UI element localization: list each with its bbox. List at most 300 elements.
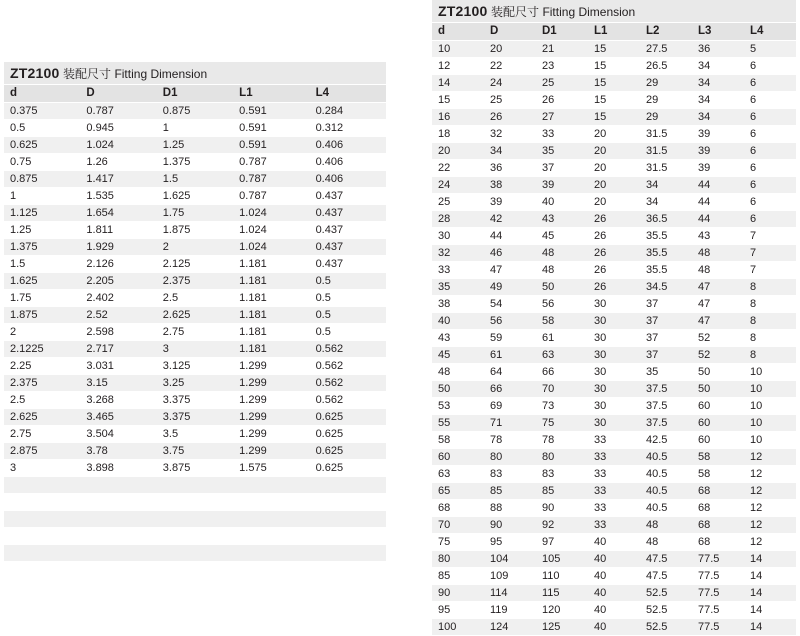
table-metric-cell: 39 [484,194,536,211]
table-inch-cell: 2.598 [80,324,156,341]
table-inch-cell: 1.299 [233,392,309,409]
table-metric-cell: 33 [588,517,640,534]
table-metric-cell: 20 [588,126,640,143]
table-inch-cell: 2.1225 [4,341,80,358]
table-metric-cell: 90 [432,585,484,602]
table-metric-cell: 68 [692,517,744,534]
table-metric-cell: 75 [536,415,588,432]
table-metric-cell: 29 [640,109,692,126]
table-inch-title-cell [4,62,386,85]
table-inch-cell: 3.875 [157,460,233,477]
table-inch-cell: 0.5 [310,324,386,341]
table-inch-cell: 3.268 [80,392,156,409]
table-metric-cell: 119 [484,602,536,619]
table-metric-cell: 80 [484,449,536,466]
table-metric-cell: 35.5 [640,245,692,262]
table-inch-cell: 2.625 [4,409,80,426]
table-metric-cell: 14 [744,602,796,619]
table-metric-cell: 30 [432,228,484,245]
table-inch-cell: 0.875 [4,171,80,188]
table-metric-cell: 77.5 [692,619,744,636]
table-metric-title [438,2,636,19]
table-metric-cell: 47 [692,296,744,313]
table-metric-cell: 12 [744,466,796,483]
table-inch-cell: 1.75 [157,205,233,222]
table-metric-cell: 20 [588,143,640,160]
table-metric-cell: 68 [432,500,484,517]
table-row [432,75,796,92]
table-metric-cell: 42 [484,211,536,228]
table-inch-cell: 1.181 [233,290,309,307]
table-metric-cell: 36.5 [640,211,692,228]
table-metric-cell: 83 [536,466,588,483]
table-metric-cell: 46 [484,245,536,262]
table-inch-body [4,62,386,562]
table-row [432,126,796,143]
table-metric-cell: 6 [744,194,796,211]
table-metric-cell: 14 [744,585,796,602]
table-row [432,619,796,636]
table-metric-cell: 48 [692,245,744,262]
table-metric-cell: 34 [692,92,744,109]
table-metric-cell: 52.5 [640,619,692,636]
table-metric-title-en: Fitting Dimension [542,4,636,19]
table-metric-cell: 70 [432,517,484,534]
table-metric-title-cell [432,0,796,23]
table-metric-cell: 50 [536,279,588,296]
table-metric-cell: 48 [640,517,692,534]
table-metric-cell: 35 [432,279,484,296]
table-metric-cell: 7 [744,245,796,262]
table-inch-cell: 2 [157,239,233,256]
table-metric-cell: 39 [536,177,588,194]
table-metric-cell: 40 [588,568,640,585]
table-metric-cell: 14 [744,568,796,585]
table-inch-cell: 1.181 [233,341,309,358]
table-inch-cell: 0.5 [310,290,386,307]
table-metric-cell: 37 [640,313,692,330]
table-row [4,171,386,188]
table-inch-cell: 3.375 [157,409,233,426]
table-metric-cell: 104 [484,551,536,568]
table-metric-cell: 50 [692,381,744,398]
table-inch-cell: 3.031 [80,358,156,375]
table-inch-cell: 0.406 [310,137,386,154]
table-metric-cell: 10 [744,381,796,398]
table-metric-cell: 58 [692,466,744,483]
table-inch-title-code: ZT2100 [10,64,60,81]
table-row [4,188,386,205]
table-metric-cell: 58 [536,313,588,330]
table-metric-cell: 43 [692,228,744,245]
table-metric-cell: 39 [692,160,744,177]
table-metric-cell: 33 [588,432,640,449]
table-metric-cell: 52.5 [640,602,692,619]
table-metric-cell: 26 [588,228,640,245]
table-metric-cell: 18 [432,126,484,143]
table-metric-cell: 35 [536,143,588,160]
table-metric-cell: 34 [640,177,692,194]
table-metric-cell: 8 [744,347,796,364]
table-metric-cell: 78 [536,432,588,449]
table-inch-cell: 0.787 [233,154,309,171]
table-row [4,426,386,443]
table-row [432,381,796,398]
table-inch-cell: 1.625 [157,188,233,205]
table-inch-title-row [4,62,386,85]
table-inch-cell: 1.299 [233,426,309,443]
table-metric-cell: 56 [536,296,588,313]
table-inch-cell: 1.181 [233,273,309,290]
table-metric-cell: 37 [640,347,692,364]
table-metric-cell: 30 [588,398,640,415]
table-inch-cell: 3.15 [80,375,156,392]
table-metric-cell: 33 [588,466,640,483]
table-inch-cell: 1.299 [233,375,309,392]
table-metric-cell: 65 [432,483,484,500]
table-metric-cell: 124 [484,619,536,636]
table-metric-cell: 15 [588,75,640,92]
table-metric-cell: 8 [744,313,796,330]
table-metric-cell: 30 [588,415,640,432]
table-row [432,109,796,126]
table-metric-cell: 73 [536,398,588,415]
table-inch-cell: 3.125 [157,358,233,375]
table-metric-cell: 38 [484,177,536,194]
table-metric-cell: 5 [744,41,796,58]
table-row [4,460,386,477]
table-row [432,262,796,279]
table-metric-cell: 33 [588,500,640,517]
table-inch-cell: 1.875 [4,307,80,324]
table-metric-cell: 63 [536,347,588,364]
table-inch-cell: 0.75 [4,154,80,171]
table-metric-cell: 6 [744,143,796,160]
table-metric-cell: 6 [744,160,796,177]
table-metric-cell: 48 [536,245,588,262]
table-metric-cell: 97 [536,534,588,551]
table-inch-cell: 2.75 [157,324,233,341]
table-metric-cell: 48 [536,262,588,279]
table-metric-header-L2: L2 [640,23,692,41]
table-inch-cell: 2.125 [157,256,233,273]
table-metric-cell: 48 [432,364,484,381]
table-row [432,160,796,177]
table-metric-cell: 12 [744,517,796,534]
table-inch-cell: 3.375 [157,392,233,409]
table-metric-header-row [432,23,796,41]
table-metric-cell: 50 [432,381,484,398]
table-inch-cell: 0.591 [233,120,309,137]
table-inch-title [10,64,208,81]
table-metric-cell: 12 [744,534,796,551]
table-row [432,466,796,483]
table-filler-cell [4,545,386,562]
table-row [432,245,796,262]
table-metric-cell: 47 [692,313,744,330]
table-metric-cell: 31.5 [640,126,692,143]
table-metric-cell: 32 [484,126,536,143]
table-metric-cell: 12 [744,483,796,500]
table-inch-cell: 3.5 [157,426,233,443]
table-inch-cell: 1.024 [233,222,309,239]
table-metric-cell: 85 [432,568,484,585]
table-inch-cell: 0.437 [310,205,386,222]
table-row [432,347,796,364]
table-metric-title-row [432,0,796,23]
table-metric-cell: 58 [432,432,484,449]
table-inch-cell: 2.52 [80,307,156,324]
table-row [432,483,796,500]
table-metric-cell: 32 [432,245,484,262]
table-metric-cell: 100 [432,619,484,636]
table-metric-cell: 26.5 [640,58,692,75]
table-inch-cell: 2.875 [4,443,80,460]
table-metric-cell: 68 [692,483,744,500]
table-metric-cell: 15 [588,41,640,58]
table-metric-cell: 33 [536,126,588,143]
table-inch-cell: 2.625 [157,307,233,324]
table-metric-cell: 16 [432,109,484,126]
table-metric-cell: 75 [432,534,484,551]
table-inch-cell: 1.299 [233,358,309,375]
table-inch-cell: 1.5 [157,171,233,188]
table-metric-cell: 8 [744,296,796,313]
table-metric-cell: 66 [484,381,536,398]
table-inch-cell: 1.811 [80,222,156,239]
table-metric-cell: 26 [588,245,640,262]
table-metric-cell: 20 [588,194,640,211]
table-metric-header-D1: D1 [536,23,588,41]
table-inch-cell: 0.562 [310,358,386,375]
table-row [4,324,386,341]
table-inch-header-row [4,85,386,103]
table-metric-cell: 60 [692,432,744,449]
table-metric-cell: 40 [432,313,484,330]
table-filler-row [4,477,386,494]
table-filler-cell [4,511,386,528]
table-metric-cell: 21 [536,41,588,58]
table-inch-cell: 1.024 [233,239,309,256]
table-metric-cell: 38 [432,296,484,313]
table-metric-cell: 92 [536,517,588,534]
table-filler-cell [4,494,386,511]
table-metric [432,0,796,636]
table-inch-cell: 1 [157,120,233,137]
table-metric-cell: 27 [536,109,588,126]
table-metric-cell: 40 [588,551,640,568]
table-metric-cell: 44 [692,211,744,228]
table-metric-cell: 34 [692,58,744,75]
table-inch-cell: 2.205 [80,273,156,290]
table-metric-cell: 39 [692,126,744,143]
table-inch-cell: 1.575 [233,460,309,477]
table-metric-cell: 14 [744,619,796,636]
table-metric-cell: 24 [432,177,484,194]
table-metric-cell: 10 [744,364,796,381]
table-metric-cell: 6 [744,109,796,126]
table-inch-cell: 0.625 [310,426,386,443]
table-row [432,177,796,194]
table-metric-cell: 37 [640,330,692,347]
table-row [432,500,796,517]
table-inch-cell: 0.437 [310,239,386,256]
table-metric-cell: 26 [588,262,640,279]
table-metric-cell: 14 [432,75,484,92]
table-metric-cell: 33 [588,449,640,466]
table-metric-cell: 45 [432,347,484,364]
table-inch-cell: 1.25 [157,137,233,154]
table-metric-cell: 31.5 [640,160,692,177]
table-row [432,279,796,296]
table-metric-cell: 37 [536,160,588,177]
table-metric-cell: 25 [536,75,588,92]
table-metric-body [432,0,796,636]
table-inch-cell: 2.25 [4,358,80,375]
table-metric-cell: 59 [484,330,536,347]
table-metric-cell: 60 [692,415,744,432]
table-metric-cell: 15 [588,58,640,75]
table-inch-cell: 3 [4,460,80,477]
table-row [432,449,796,466]
table-metric-cell: 47 [692,279,744,296]
table-metric-cell: 6 [744,211,796,228]
table-metric-cell: 15 [432,92,484,109]
table-metric-cell: 8 [744,330,796,347]
table-inch-cell: 0.787 [233,188,309,205]
table-metric-cell: 44 [484,228,536,245]
table-inch-cell: 2.5 [4,392,80,409]
table-metric-cell: 90 [536,500,588,517]
table-inch-cell: 0.625 [310,409,386,426]
table-metric-cell: 10 [744,398,796,415]
table-metric-cell: 22 [484,58,536,75]
table-inch-cell: 1.417 [80,171,156,188]
table-row [4,307,386,324]
table-inch-cell: 0.787 [233,171,309,188]
table-inch-title-en: Fitting Dimension [114,66,208,81]
table-metric-cell: 33 [588,483,640,500]
table-inch-cell: 2.402 [80,290,156,307]
table-metric-cell: 69 [484,398,536,415]
table-metric-cell: 53 [432,398,484,415]
table-inch-cell: 0.625 [310,460,386,477]
table-metric-cell: 29 [640,75,692,92]
table-inch-cell: 1 [4,188,80,205]
table-inch-cell: 0.787 [80,103,156,120]
table-row [432,585,796,602]
table-row [4,392,386,409]
table-metric-cell: 90 [484,517,536,534]
table-metric-cell: 30 [588,296,640,313]
table-inch-cell: 3 [157,341,233,358]
table-row [432,194,796,211]
table-row [432,313,796,330]
table-metric-cell: 27.5 [640,41,692,58]
table-row [432,41,796,58]
table-metric-cell: 26 [536,92,588,109]
table-row [432,534,796,551]
table-inch-cell: 1.25 [4,222,80,239]
table-metric-cell: 29 [640,92,692,109]
table-metric-cell: 63 [432,466,484,483]
table-row [4,137,386,154]
table-row [432,330,796,347]
table-row [432,211,796,228]
table-metric-cell: 8 [744,279,796,296]
table-metric-cell: 30 [588,313,640,330]
table-metric-cell: 34 [640,194,692,211]
table-inch-cell: 1.5 [4,256,80,273]
table-metric-cell: 45 [536,228,588,245]
table-metric-cell: 26 [588,211,640,228]
table-inch-cell: 1.181 [233,324,309,341]
table-metric-cell: 25 [484,92,536,109]
table-metric-cell: 12 [744,449,796,466]
table-metric-cell: 12 [432,58,484,75]
table-inch-cell: 1.181 [233,307,309,324]
table-metric-cell: 23 [536,58,588,75]
table-metric-cell: 35 [640,364,692,381]
table-row [4,290,386,307]
table-metric-cell: 6 [744,75,796,92]
table-metric-cell: 26 [588,279,640,296]
table-metric-cell: 37.5 [640,381,692,398]
table-metric-cell: 47 [484,262,536,279]
table-metric-cell: 40.5 [640,466,692,483]
table-filler-row [4,545,386,562]
table-inch-cell: 0.625 [4,137,80,154]
table-inch-cell: 1.024 [80,137,156,154]
table-metric-cell: 110 [536,568,588,585]
table-metric-cell: 10 [432,41,484,58]
table-metric-cell: 7 [744,228,796,245]
table-inch-cell: 1.375 [4,239,80,256]
table-inch-cell: 0.562 [310,392,386,409]
table-row [4,205,386,222]
table-metric-cell: 12 [744,500,796,517]
table-metric-cell: 34.5 [640,279,692,296]
table-metric-cell: 120 [536,602,588,619]
table-metric-cell: 37 [640,296,692,313]
table-inch-cell: 1.625 [4,273,80,290]
table-row [4,222,386,239]
table-metric-cell: 85 [484,483,536,500]
table-metric-cell: 58 [692,449,744,466]
table-inch-cell: 2.75 [4,426,80,443]
table-row [432,58,796,75]
table-inch-cell: 1.299 [233,409,309,426]
table-metric-cell: 40 [588,602,640,619]
table-metric-cell: 6 [744,92,796,109]
table-row [432,398,796,415]
table-metric-cell: 70 [536,381,588,398]
table-inch-cell: 0.284 [310,103,386,120]
table-metric-cell: 77.5 [692,568,744,585]
table-metric-cell: 48 [692,262,744,279]
table-metric-cell: 77.5 [692,551,744,568]
table-row [432,415,796,432]
table-metric-cell: 125 [536,619,588,636]
table-metric-cell: 54 [484,296,536,313]
table-inch-cell: 0.406 [310,154,386,171]
table-metric-cell: 36 [484,160,536,177]
table-row [432,568,796,585]
table-metric-cell: 60 [692,398,744,415]
table-metric-cell: 47.5 [640,551,692,568]
table-inch-cell: 1.75 [4,290,80,307]
table-inch-cell: 0.5 [310,273,386,290]
